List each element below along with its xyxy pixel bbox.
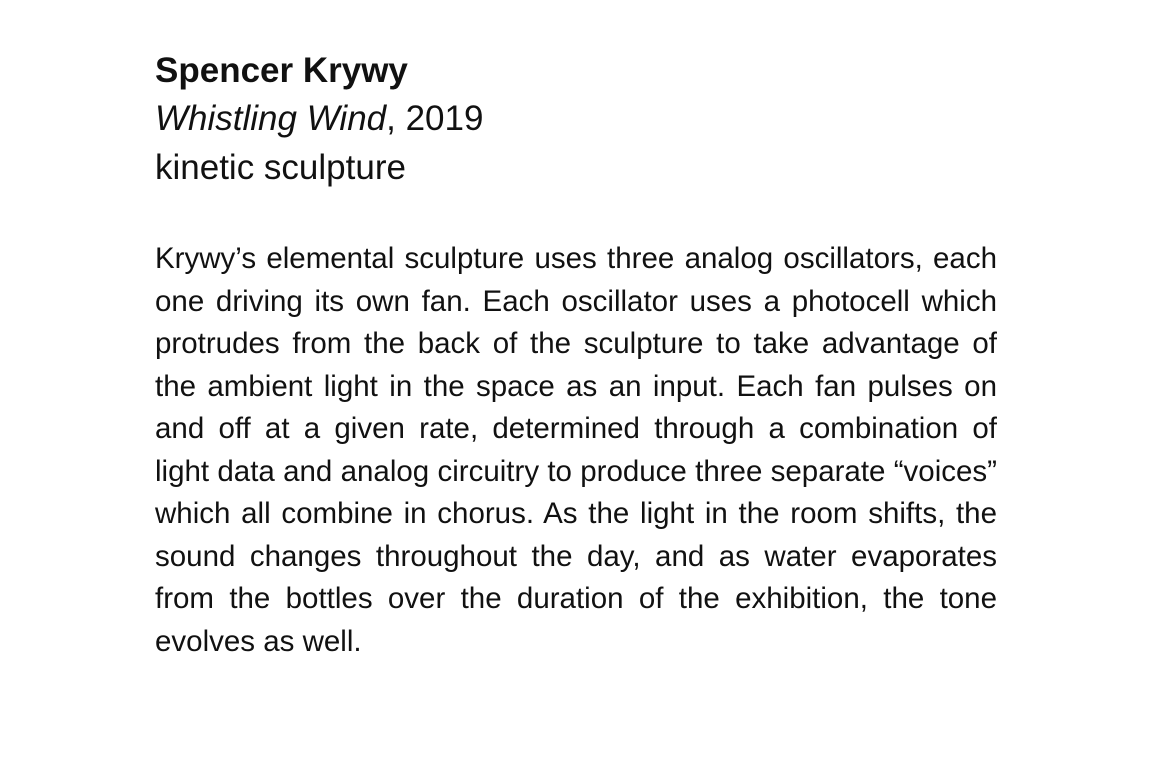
artwork-title: Whistling Wind bbox=[155, 99, 387, 138]
artist-name: Spencer Krywy bbox=[155, 51, 408, 90]
artwork-medium: kinetic sculpture bbox=[155, 148, 406, 187]
artwork-year: , 2019 bbox=[386, 99, 484, 138]
artwork-description: Krywy’s elemental sculpture uses three analog oscillators, each one driving its own fan. Each oscillator uses a photocell which protrudes from the back of the sculpture to take advantage of the ambient light in the space as an input. Each fan pulses on and off at a given rate, determined through a combination of light data and analog circuitry to produce three separate “voices” which all combine in chorus. As the light in the room shifts, the sound changes throughout the day, and as water evaporates from the bottles over the duration of the exhibition, the tone evolves as well. bbox=[155, 242, 997, 658]
wall-label bbox=[155, 48, 997, 663]
artwork-title-line bbox=[155, 94, 997, 144]
